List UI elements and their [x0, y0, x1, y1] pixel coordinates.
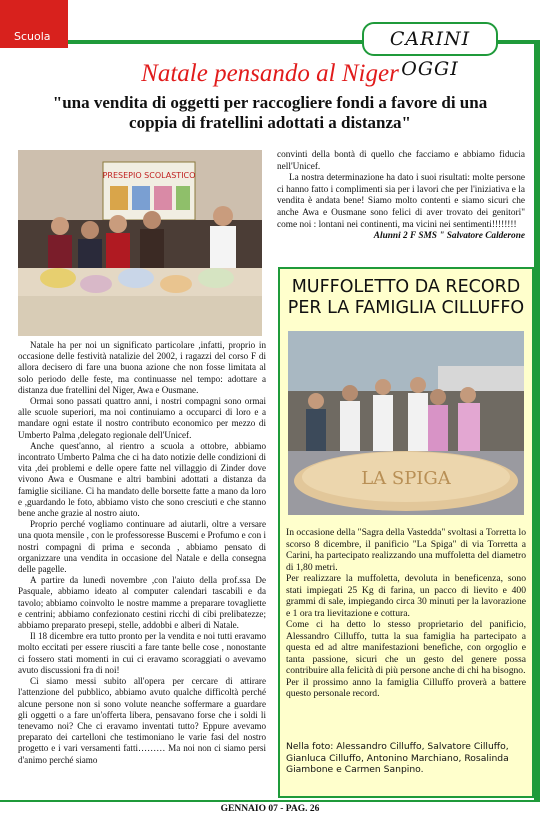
photo-caption: Nella foto: Alessandro Cilluffo, Salvatore Cilluffo, Gianluca Cilluffo, Antonino Marchiano, Rosalinda Giambone e Carmen Sanpino.: [286, 741, 509, 775]
body-paragraph: Il 18 dicembre era tutto pronto per la vendita e noi tutti eravamo molto eccitati per essere riusciti a fare tante belle cose , nonostante ci fossero stati momenti in cui ci eravamo scoraggiati o avevamo avuto discussioni fra di noi!: [18, 631, 266, 675]
body-paragraph: Anche quest'anno, al rientro a scuola a ottobre, abbiamo incontrato Umberto Palma che ci ha dato notizie delle condizioni di vita ,dei problemi e delle opere fatte nel villaggio di Zinder dove vivono Awa e Ousmane e altri bambini adottati a distanza da famiglie siciliane. Ci ha mandato delle borsette fatte a mano da loro e ,guardando le foto, abbiamo visto che sono cresciuti e che stanno bene anche grazie al nostro aiuto.: [18, 440, 266, 519]
sidebar-text: [286, 527, 526, 700]
section-tag: [0, 0, 68, 48]
article-signature: Alunni 2 F SMS " Salvatore Calderone: [373, 231, 525, 242]
school-sale-photo: [18, 150, 262, 336]
page-footer: GENNAIO 07 - PAG. 26: [220, 804, 320, 814]
bakery-photo: [288, 331, 524, 515]
sidebar-paragraph: In occasione della "Sagra della Vastedda" svoltasi a Torretta lo scorso 8 dicembre, il panificio "La Spiga" di via Torretta a Carini, ha partecipato realizzando una muffoletta del diametro di 1,80 metri.: [286, 527, 526, 573]
article-right-column: [277, 150, 525, 243]
body-paragraph: Proprio perché vogliamo continuare ad aiutarli, oltre a versare una quota mensile , con le professoresse Buscemi e Profumo e con i nostri compagni di prima e seconda , abbiamo pensato di organizzare una vendita in occasione del Natale e della consegna delle pagelle.: [18, 519, 266, 575]
brand-logo: [362, 22, 498, 80]
section-label: Scuola: [14, 30, 51, 43]
right-paragraph: La nostra determinazione ha dato i suoi risultati: molte persone ci hanno fatto i complimenti sia per i lavori che per l'iniziativa e la vendita è andata bene! Siamo molto contenti e siamo sicuri che anche Awa e Ousmane sono felici di aver trovato dei genitori" come noi : lontani nei continenti, ma vicini nei sentimenti!!!!!!!!: [277, 173, 525, 230]
article-subtitle: "una vendita di oggetti per raccogliere fondi a favore di una coppia di fratellini adottati a distanza": [52, 93, 488, 132]
footer-rule: [0, 800, 540, 802]
bread-text: LA SPIGA: [361, 468, 451, 489]
sidebar-box: [278, 267, 534, 798]
sidebar-paragraph: Come ci ha detto lo stesso proprietario del panificio, Alessandro Cilluffo, tutta la sua famiglia ha partecipato a questa ed ad altre manifestazioni benefiche, con orgoglio e tanta passione, sicuri che un gesto del genere possa contribuire alla felicità di più persone anche di chi ha bisogno.: [286, 619, 526, 676]
brand-name: CARINI OGGI: [389, 28, 471, 80]
sidebar-title: MUFFOLETTO DA RECORD PER LA FAMIGLIA CILLUFFO: [287, 277, 525, 318]
sidebar-paragraph: Per realizzare la muffoletta, devoluta in beneficenza, sono stati impiegati 25 Kg di farina, un pacco di lievito e 400 grammi di sale, impiegando circa 30 minuti per la lavorazione e 1 ora tra lievitazione e cottura.: [286, 573, 526, 619]
article-title: Natale pensando al Niger: [141, 60, 399, 87]
body-paragraph: Ormai sono passati quattro anni, i nostri compagni sono ormai alle scuole superiori, ma noi continuiamo a occuparci di loro e a mandare ogni estate il nostro contributo economico per mezzo di Umberto Palma ,delegato regionale dell'Unicef.: [18, 396, 266, 440]
photo-banner: PRESEPIO SCOLASTICO: [102, 171, 196, 180]
right-border-bar: [534, 40, 540, 800]
right-paragraph: convinti della bontà di quello che facciamo e abbiamo fiducia nell'Unicef.: [277, 150, 525, 172]
body-paragraph: Natale ha per noi un significato particolare ,infatti, proprio in occasione delle festività natalizie del 2002, i ragazzi del corso F di allora decisero di fare una buona azione che non fosse limitata al solo periodo delle feste, ma continuasse nel tempo: adottare a distanza due fratellini del Niger, Awa e Ousmane.: [18, 340, 266, 395]
article-body: [18, 340, 266, 766]
body-paragraph: Ci siamo messi subito all'opera per cercare di attirare l'attenzione del pubblico, abbiamo avuto qualche difficoltà perché alcune persone non si sono volute neanche soffermare a guardare gli oggetti o a fare un'offerta libera, pensavano forse che i soldi li tenevamo noi? Che ci eravamo inventati tutto? Eppure avevamo preparato dei cartelloni che testimoniano le varie fasi del nostro progetto e i vari versamenti fatti……… Ma noi non ci siamo persi d'animo perché siamo: [18, 676, 266, 765]
body-paragraph: A partire da lunedì novembre ,con l'aiuto della prof.ssa De Pasquale, abbiamo ideato al computer calendari tascabili e da tavolo; abbiamo coinvolto le nostre mamme a preparare tovagliette e centrini; abbiamo confezionato cestini ricchi di cibi prelibatezze; abbiamo preparato presepi, stelle, addobbi e alberi di Natale.: [18, 575, 266, 631]
sidebar-paragraph: Per il prossimo anno la famiglia Cilluffo proverà a battere questo personale record.: [286, 676, 526, 699]
